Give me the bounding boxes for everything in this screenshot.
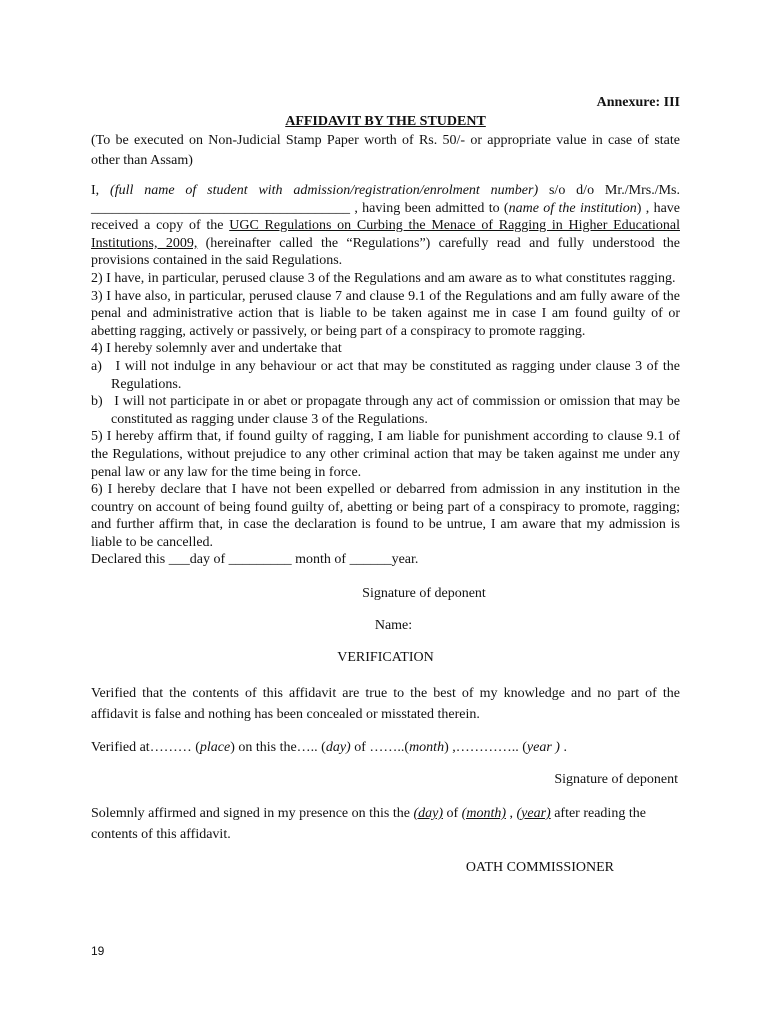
name-label: Name:: [374, 618, 413, 634]
document-title: AFFIDAVIT BY THE STUDENT: [285, 114, 486, 129]
intro-note: (To be executed on Non-Judicial Stamp Paper worth of Rs. 50/- or appropriate value in case of state other than Assam): [91, 133, 680, 168]
affidavit-page: [91, 94, 680, 878]
verification-text: Verified that the contents of this affidavit are true to the best of my knowledge and no part of the affidavit is false and nothing has been concealed or misstated therein.: [91, 686, 680, 723]
paragraph-4: 4) I hereby solemnly aver and undertake that: [91, 341, 342, 357]
verification-title: VERIFICATION: [337, 650, 434, 666]
deponent-signature-1: Signature of deponent: [362, 586, 486, 602]
paragraph-2: 2) I have, in particular, perused clause 3 of the Regulations and am aware as to what constitutes ragging.: [91, 270, 676, 286]
name-placeholder: (full name of student with admission/registration/enrolment number): [110, 183, 539, 198]
clause-a: a) I will not indulge in any behaviour or act that may be constituted as ragging under clause 3 of the Regulations.: [91, 358, 680, 392]
clause-b: b) I will not participate in or abet or propagate through any act of commission or omission that may be constituted as ragging under clause 3 of the Regulations.: [91, 394, 680, 427]
verified-at-line: Verified at……… (place) on this the….. (day) of ……..(month) ,………….. (year ) .: [91, 740, 567, 756]
paragraph-3: 3) I have also, in particular, perused clause 7 and clause 9.1 of the Regulations and am fully aware of the penal and administrative action that is liable to be taken against me in case I am found guilty of or abetting ragging, actively or passively, or being part of a conspiracy to promote ragging.: [91, 288, 680, 339]
paragraph-5: 5) I hereby affirm that, if found guilty of ragging, I am liable for punishment according to clause 9.1 of the Regulations, without prejudice to any other criminal action that may be taken against me under any penal law or any law for the time being in force.: [91, 429, 680, 480]
institution-placeholder: name of the institution: [508, 200, 637, 216]
paragraph-6: 6) I hereby declare that I have not been expelled or debarred from admission in any institution in the country on account of being found guilty of, abetting or being part of a conspiracy to promote, ragging; and further affirm that, in case the declaration is found to be untrue, I am aware that my admission is liable to be cancelled.: [91, 482, 680, 550]
oath-commissioner: OATH COMMISSIONER: [465, 860, 614, 876]
deponent-signature-2: Signature of deponent: [554, 772, 678, 788]
affidavit-body: [91, 182, 680, 569]
regulations-reference: UGC Regulations on Curbing the Menace of Ragging in Higher Educational Institutions, 2009,: [91, 218, 680, 251]
solemn-affirmation: Solemnly affirmed and signed in my presence on this the (day) of (month) , (year) after reading the contents of this affidavit.: [91, 806, 646, 843]
page-number: 19: [91, 944, 105, 958]
annexure-label: Annexure: III: [596, 95, 680, 110]
paragraph-1: I, (full name of student with admission/registration/enrolment number) s/o d/o Mr./Mrs./Ms. _____________________________________ , having been admitted to (name of the institution) , have received a copy of the UGC Regulations on Curbing the Menace of Ragging in Higher Educational Institutions, 2009, (hereinafter called the “Regulations”) carefully read and fully understood the provisions contained in the said Regulations.: [91, 183, 681, 269]
declared-line: Declared this ___day of _________ month of ______year.: [91, 552, 419, 568]
